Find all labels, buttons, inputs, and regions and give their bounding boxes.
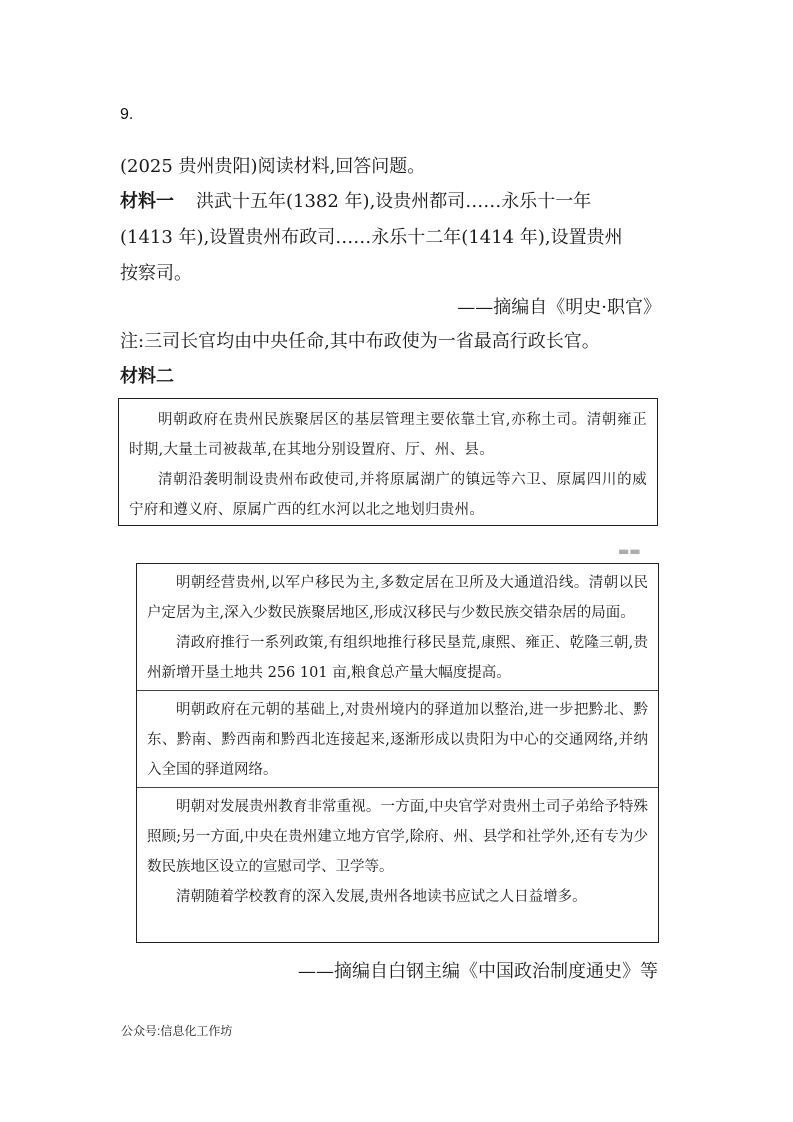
footer-credit: 公众号:信息化工作坊 — [121, 1024, 233, 1038]
question-intro: (2025 贵州贵阳)阅读材料,回答问题。 — [120, 156, 426, 177]
material1-line2: (1413 年),设置贵州布政司……永乐十二年(1414 年),设置贵州 — [120, 227, 623, 248]
scan-smudge: ▬▬ — [618, 544, 641, 558]
material2-label: 材料二 — [120, 366, 174, 387]
material1-label: 材料一 — [120, 191, 174, 212]
migration-paragraph: 明朝经营贵州,以军户移民为主,多数定居在卫所及大通道沿线。清朝以民户定居为主,深入少数民族聚居地区,形成汉移民与少数民族交错杂居的局面。 — [147, 575, 648, 621]
education-paragraph: 明朝对发展贵州教育非常重视。一方面,中央官学对贵州土司子弟给予特殊照顾;另一方面,中央在贵州建立地方官学,除府、州、县学和社学外,还有专为少数民族地区设立的宣慰司学、卫学等。 — [147, 799, 648, 875]
material2-source: ——摘编自白钢主编《中国政治制度通史》等 — [298, 961, 658, 982]
transport-box — [137, 691, 658, 788]
migration-box — [137, 564, 658, 691]
admin-paragraph: 清朝沿袭明制设贵州布政使司,并将原属湖广的镇远等六卫、原属四川的威宁府和遵义府、原属广西的红水河以北之地划归贵州。 — [129, 472, 647, 518]
material2-box-admin — [118, 398, 658, 526]
transport-paragraph: 明朝政府在元朝的基础上,对贵州境内的驿道加以整治,进一步把黔北、黔东、黔南、黔西南和黔西北连接起来,逐渐形成以贵阳为中心的交通网络,并纳入全国的驿道网络。 — [147, 702, 648, 778]
material1-line1 — [120, 185, 591, 219]
education-box — [137, 788, 658, 914]
material1-source: ——摘编自《明史·职官》 — [457, 297, 661, 318]
material2-stacked-boxes — [136, 563, 659, 943]
migration-paragraph: 清政府推行一系列政策,有组织地推行移民垦荒,康熙、雍正、乾隆三朝,贵州新增开垦土地共 256 101 亩,粮食总产量大幅度提高。 — [147, 635, 648, 681]
material1-line3: 按察司。 — [120, 263, 192, 284]
material1-text-1: 洪武十五年(1382 年),设贵州都司……永乐十一年 — [196, 191, 592, 212]
question-number: 9. — [120, 106, 134, 123]
admin-paragraph: 明朝政府在贵州民族聚居区的基层管理主要依靠土官,亦称土司。清朝雍正时期,大量土司被裁革,在其地分别设置府、厅、州、县。 — [129, 412, 647, 458]
education-paragraph: 清朝随着学校教育的深入发展,贵州各地读书应试之人日益增多。 — [176, 889, 587, 905]
material1-note: 注:三司长官均由中央任命,其中布政使为一省最高行政长官。 — [120, 331, 600, 352]
